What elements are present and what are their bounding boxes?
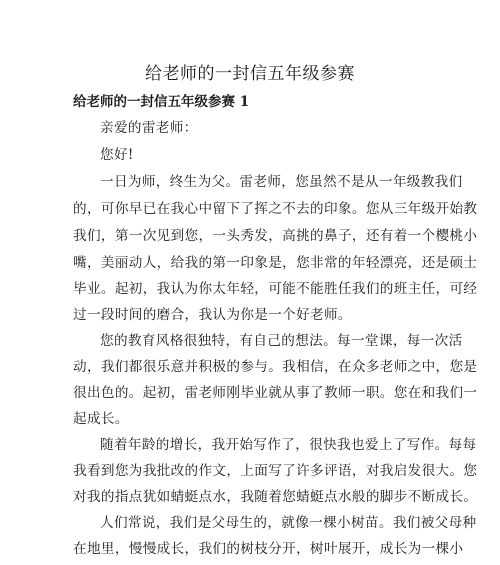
body-line: 动，我们都很乐意并积极的参与。我相信，在众多老师之中，您是 [73, 359, 478, 375]
body-line: 我们，第一次见到您，一头秀发，高挑的鼻子，还有着一个樱桃小 [73, 228, 478, 244]
body-line: 一日为师，终生为父。雷老师，您虽然不是从一年级教我们 [100, 174, 463, 190]
body-line: 我看到您为我批改的作文，上面写了许多评语，对我启发很大。您 [73, 463, 478, 479]
greeting: 您好! [100, 147, 134, 163]
body-line: 随着年龄的增长，我开始写作了，很快我也爱上了写作。每每 [100, 437, 477, 453]
body-line: 起成长。 [73, 411, 129, 427]
salutation: 亲爱的雷老师： [100, 120, 198, 136]
body-line: 毕业。起初，我认为你太年轻，可能不能胜任我们的班主任，可经 [73, 281, 478, 297]
body-line: 嘴，美丽动人，给我的第一印象是，您非常的年轻漂亮，还是硕士 [73, 255, 478, 271]
body-line: 在地里，慢慢成长，我们的树枝分开，树叶展开，成长为一棵小 [73, 541, 464, 557]
body-line: 过一段时间的磨合，我认为你是一个好老师。 [73, 307, 352, 323]
body-line: 的，可你早已在我心中留下了挥之不去的印象。您从三年级开始教 [73, 201, 478, 217]
body-line: 很出色的。起初，雷老师刚毕业就从事了教师一职。您在和我们一 [73, 385, 478, 401]
body-line: 您的教育风格很独特，有自己的想法。每一堂课，每一次活 [100, 333, 463, 349]
document-subtitle: 给老师的一封信五年级参赛 1 [73, 94, 250, 110]
document-title: 给老师的一封信五年级参赛 [145, 64, 355, 84]
body-line: 人们常说，我们是父母生的，就像一棵小树苗。我们被父母种 [100, 515, 477, 531]
body-line: 对我的指点犹如蜻蜓点水，我随着您蜻蜓点水般的脚步不断成长。 [73, 489, 478, 505]
